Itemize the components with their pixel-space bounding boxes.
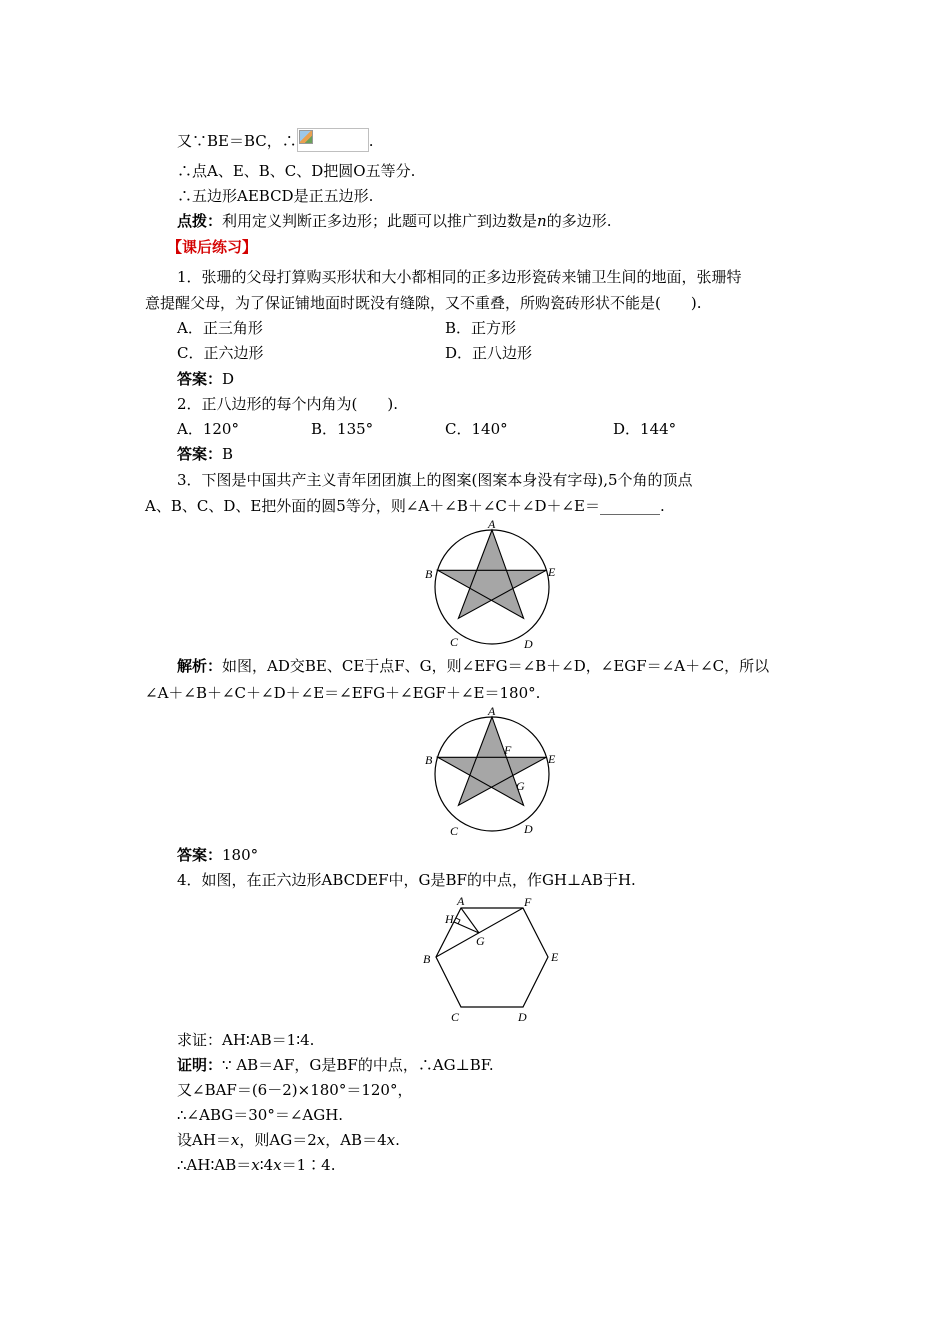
q4-proof-line3: ∴∠ABG＝30°＝∠AGH. [177, 1106, 344, 1124]
label-D: D [524, 822, 533, 836]
label-C: C [450, 635, 459, 649]
proof-prev-tip: 点拨：利用定义判断正多边形；此题可以推广到边数是n的多边形. [177, 212, 612, 230]
q4-prove: 求证：AH∶AB＝1∶4. [177, 1031, 315, 1049]
proof-prev-line1: 又∵BE＝BC，∴ . [177, 128, 374, 152]
q3-line1: 3．下图是中国共产主义青年团团旗上的图案(图案本身没有字母),5个角的顶点 [177, 471, 693, 489]
label-B: B [425, 753, 433, 767]
label-A: A [488, 704, 496, 718]
hexagon-figure [418, 893, 568, 1028]
label-E: E [551, 950, 559, 964]
q1-option-c: C．正六边形 [177, 344, 264, 362]
q3-analysis-line2: ∠A＋∠B＋∠C＋∠D＋∠E＝∠EFG＋∠EGF＋∠E＝180°. [145, 684, 541, 702]
q3-analysis-line1: 解析：如图，AD交BE、CE于点F、G，则∠EFG＝∠B＋∠D，∠EGF＝∠A＋∠C，所以 [177, 657, 770, 675]
label-E: E [548, 752, 556, 766]
q2-line1: 2．正八边形的每个内角为( ). [177, 395, 399, 413]
q3-line2: A、B、C、D、E把外面的圆5等分，则∠A＋∠B＋∠C＋∠D＋∠E＝________. [145, 497, 665, 515]
star-shape [438, 717, 546, 805]
q1-answer: 答案：D [177, 370, 235, 388]
q3-answer: 答案：180° [177, 846, 259, 864]
q4-proof-line1: 证明：∵ AB＝AF，G是BF的中点，∴AG⊥BF. [177, 1056, 494, 1074]
proof-prev-line2: ∴点A、E、B、C、D把圆O五等分. [177, 162, 416, 180]
label-B: B [423, 952, 431, 966]
q4-proof-line4: 设AH＝x，则AG＝2x，AB＝4x. [177, 1131, 400, 1149]
q1-line1: 1．张珊的父母打算购买形状和大小都相同的正多边形瓷砖来铺卫生间的地面，张珊特 [177, 268, 742, 286]
q4-proof-line2: 又∠BAF＝(6－2)×180°＝120°， [177, 1081, 413, 1099]
label-G: G [516, 779, 525, 793]
q2-option-b: B．135° [311, 420, 374, 438]
label-D: D [518, 1010, 527, 1024]
label-A: A [457, 894, 465, 908]
label-E: E [548, 565, 556, 579]
proof-prev-line3: ∴五边形AEBCD是正五边形. [177, 187, 374, 205]
label-H: H [445, 912, 454, 926]
star-circle-figure [420, 518, 570, 653]
label-C: C [450, 824, 459, 838]
label-B: B [425, 567, 433, 581]
image-placeholder-icon [299, 130, 313, 144]
label-F: F [524, 895, 532, 909]
label-C: C [451, 1010, 460, 1024]
label-G: G [476, 934, 485, 948]
star-circle-figure-fg [420, 703, 570, 841]
q2-answer: 答案：B [177, 445, 234, 463]
label-A: A [488, 518, 496, 531]
q1-option-b: B．正方形 [445, 319, 517, 337]
section-title: 【课后练习】 [167, 238, 258, 256]
q4-line1: 4．如图，在正六边形ABCDEF中，G是BF的中点，作GH⊥AB于H. [177, 871, 636, 889]
q1-line2: 意提醒父母，为了保证铺地面时既没有缝隙，又不重叠，所购瓷砖形状不能是( ). [145, 294, 702, 312]
label-D: D [524, 637, 533, 651]
q4-proof-line5: ∴AH∶AB＝x∶4x＝1∶4. [177, 1156, 336, 1174]
label-F: F [504, 743, 512, 757]
q2-option-d: D．144° [613, 420, 677, 438]
star-shape [438, 530, 546, 618]
q1-option-a: A．正三角形 [177, 319, 263, 337]
q2-option-a: A．120° [177, 420, 239, 438]
broken-image-icon [297, 128, 369, 152]
q2-option-c: C．140° [445, 420, 508, 438]
q1-option-d: D．正八边形 [445, 344, 533, 362]
